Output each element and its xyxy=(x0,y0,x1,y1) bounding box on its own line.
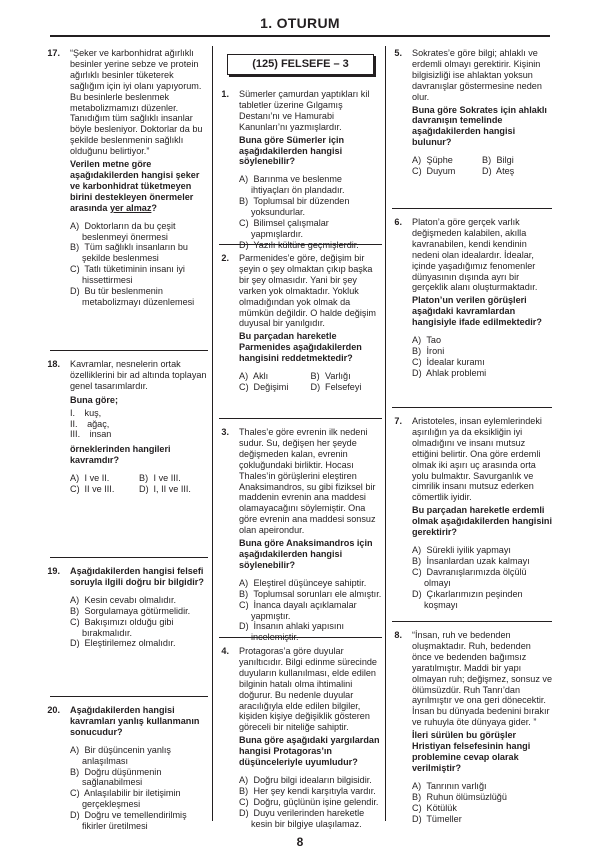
question-number: 6. xyxy=(394,217,402,227)
question-prompt: Verilen metne göre aşağıdakilerden hangisi şeker ve karbonhidrat tüketmeyen birini destekleyen önermeler arasında yer almaz? xyxy=(70,159,200,213)
question-stem: Kavramlar, nesnelerin ortak özelliklerini bir ad altında toplayan genel tasarımlardır. xyxy=(70,359,207,391)
question-stem: Thales’e göre evrenin ilk nedeni sudur. Su, değişen her şeyde değişmeden kalan, evrenin çokluğundaki birliktir. Hocası Thales’in görüşlerini eleştiren Anaksimandros, su gibi fiziksel bir maddenin evrenin ana maddesi olamayacağını söylemiştir. Ona göre evrenin ana maddesi sonsuz olan apeirondur. xyxy=(239,427,376,536)
answer-option[interactable]: A) Doktorların da bu çeşit beslenmeyi önermesi xyxy=(70,220,176,242)
answer-option[interactable]: B) Doğru düşünmenin sağlanabilmesi xyxy=(70,766,162,788)
question-separator xyxy=(392,621,552,622)
answer-option[interactable]: C) Davranışlarımızda ölçülü olmayı xyxy=(412,566,527,588)
column-left xyxy=(47,48,208,832)
answer-option[interactable]: B) Sorgulamaya götürmelidir. xyxy=(70,605,191,616)
answer-option[interactable]: A) Barınma ve beslenme ihtiyaçları ön plandadır. xyxy=(239,174,345,196)
answer-options xyxy=(239,174,382,250)
answer-option[interactable]: C) Doğru, güçlünün işine gelendir. xyxy=(239,796,379,807)
question-prompt: Buna göre Anaksimandros için aşağıdakilerden hangisi söylenebilir? xyxy=(239,538,373,570)
question-prompt: Buna göre aşağıdaki yargılardan hangisi Protagoras’ın düşünceleriyle uyumludur? xyxy=(239,735,380,768)
question-number: 20. xyxy=(47,705,60,715)
answer-option[interactable]: D) Yazılı kültüre geçmişlerdir. xyxy=(239,239,359,250)
answer-option[interactable]: B) Ruhun ölümsüzlüğü xyxy=(412,791,507,802)
answer-option[interactable]: C) Değişimi xyxy=(239,381,289,392)
answer-option[interactable]: C) Kötülük xyxy=(412,802,457,813)
question-5 xyxy=(392,48,552,208)
question-number: 3. xyxy=(221,427,229,437)
answer-option[interactable]: C) Tatlı tüketiminin insanı iyi hissettirmesi xyxy=(70,264,185,286)
question-number: 4. xyxy=(221,646,229,656)
statement-item: II. ağaç, xyxy=(70,418,110,429)
answer-options xyxy=(412,155,552,177)
answer-option[interactable]: C) Bilimsel çalışmalar yapmışlardır. xyxy=(239,217,329,239)
answer-option[interactable]: A) I ve II. xyxy=(70,473,110,484)
question-prompt: Aşağıdakilerden hangisi kavramları yanlış kullanmanın sonucudur? xyxy=(70,705,200,737)
answer-option[interactable]: A) Eleştirel düşünceye sahiptir. xyxy=(239,577,367,588)
answer-options xyxy=(70,745,208,832)
answer-option[interactable]: A) Doğru bilgi ideaların bilgisidir. xyxy=(239,774,372,785)
answer-options xyxy=(239,578,382,643)
answer-option[interactable]: D) Tümeller xyxy=(412,813,462,824)
question-separator xyxy=(50,557,208,558)
answer-option[interactable]: D) Ahlak problemi xyxy=(412,367,487,378)
answer-option[interactable]: D) Bu tür beslenmenin metabolizmayı düzenlemesi xyxy=(70,286,195,307)
header-divider xyxy=(50,35,550,37)
question-3 xyxy=(219,427,382,643)
question-prompt: Buna göre Sümerler için aşağıdakilerden hangisi söylenebilir? xyxy=(239,134,345,167)
answer-option[interactable]: D) Duyu verilerinden hareketle kesin bir bilgiye ulaşılamaz. xyxy=(239,807,365,829)
question-7 xyxy=(392,416,552,621)
question-stem: Protagoras’a göre duyular yanıltıcıdır. Bilgi edinme sürecinde duyuların kullanılması, elde edilen bilginin hatalı olma ihtimalini doğurur. Bu nedenle duyular aracılığıyla elde edilen bilgiler, kişiden kişiye değişiklik gösteren göreceli bir niteliğe sahiptir. xyxy=(239,646,377,733)
answer-option[interactable]: A) Şüphe xyxy=(412,155,453,166)
question-20 xyxy=(47,705,208,832)
question-prompt: Platon’un verilen görüşleri aşağıdaki kavramlardan hangisiyle ifade edilmektedir? xyxy=(412,295,542,328)
answer-option[interactable]: B) Bilgi xyxy=(482,155,514,166)
answer-option[interactable]: D) I, II ve III. xyxy=(139,484,191,495)
answer-options xyxy=(239,371,382,393)
column-divider xyxy=(212,46,213,821)
answer-option[interactable]: A) Bir düşüncenin yanlış anlaşılması xyxy=(70,744,171,766)
answer-option[interactable]: D) Çıkarlarımızın peşinden koşmayı xyxy=(412,588,523,610)
question-number: 7. xyxy=(394,416,402,426)
answer-option[interactable]: A) Aklı xyxy=(239,371,269,382)
answer-options xyxy=(70,595,208,650)
answer-option[interactable]: D) Felsefeyi xyxy=(310,381,362,392)
answer-option[interactable]: B) I ve III. xyxy=(139,473,181,484)
answer-option[interactable]: B) Toplumsal bir düzenden yoksundurlar. xyxy=(239,196,350,218)
answer-option[interactable]: C) İdealar kuramı xyxy=(412,356,485,367)
question-stem: “İnsan, ruh ve bedenden oluşmaktadır. Ruh, bedenden önce ve bedenden bağımsız yaratılmıştır. Maddi bir yapı olmayan ruh; değişmez, sonsuz ve ölümsüzdür. Ruh Tanrı’dan ayrılmıştır ve ona geri dönecektir. İnsan bu dünyada bedenini bırakır ve ruhuyla öte dünyaya gider. ” xyxy=(412,630,553,728)
question-6 xyxy=(392,217,552,407)
section-title-box: (125) FELSEFE – 3 xyxy=(227,54,374,75)
question-separator xyxy=(219,418,382,419)
question-separator xyxy=(50,350,208,351)
answer-options xyxy=(412,545,552,610)
answer-option[interactable]: A) Tanrının varlığı xyxy=(412,780,487,791)
answer-option[interactable]: D) İnsanın ahlaki yapısını incelemiştir. xyxy=(239,621,345,643)
answer-option[interactable]: B) İnsanlardan uzak kalmayı xyxy=(412,555,530,566)
question-1 xyxy=(219,89,382,250)
answer-option[interactable]: D) Eleştirilemez olmalıdır. xyxy=(70,638,176,649)
answer-options xyxy=(70,473,208,495)
page-header-title: 1. OTURUM xyxy=(260,15,340,31)
question-number: 5. xyxy=(394,48,402,58)
answer-option[interactable]: B) İroni xyxy=(412,345,445,356)
answer-option[interactable]: C) İnanca dayalı açıklamalar yapmıştır. xyxy=(239,599,357,621)
question-number: 1. xyxy=(221,89,229,99)
answer-option[interactable]: C) II ve III. xyxy=(70,484,115,495)
column-middle xyxy=(219,48,382,830)
question-18 xyxy=(47,359,208,557)
question-prompt: Bu parçadan hareketle Parmenides aşağıdakilerden hangisini reddetmektedir? xyxy=(239,331,362,364)
question-number: 19. xyxy=(47,566,60,576)
question-number: 8. xyxy=(394,630,402,640)
question-separator xyxy=(392,208,552,209)
answer-option[interactable]: C) Bakışımızı olduğu gibi bırakmalıdır. xyxy=(70,616,174,638)
answer-option[interactable]: D) Doğru ve temellendirilmiş fikirler üretilmesi xyxy=(70,810,187,832)
question-number: 17. xyxy=(47,48,60,58)
question-number: 2. xyxy=(221,253,229,263)
question-2 xyxy=(219,253,382,418)
question-stem: Sümerler çamurdan yaptıkları kil tabletler üzerine Gılgamış Destanı’nı ve Hamurabi Kanunları’nı yazmışlardır. xyxy=(239,89,370,132)
answer-options xyxy=(412,335,552,379)
answer-option[interactable]: A) Kesin cevabı olmalıdır. xyxy=(70,594,177,605)
answer-options xyxy=(412,781,552,825)
statement-item: I. kuş, xyxy=(70,407,102,418)
question-number: 18. xyxy=(47,359,60,369)
question-intro: Buna göre; xyxy=(70,394,118,405)
answer-options xyxy=(70,221,208,308)
answer-option[interactable]: C) Duyum xyxy=(412,166,456,177)
question-stem: “Şeker ve karbonhidrat ağırlıklı besinler yerine sebze ve protein ağırlıklı besinler tüketerek sağlığım için iyi olanı yapıyorum. Bu besinlerle beslenmek metabolizmamızı düzenler. Tanıdığım tüm sağlıklı insanlar böyle besleniyor. Doktorlar da bu şekilde beslenmenin sağlıklı olduğunu belirtiyor.” xyxy=(70,48,203,157)
answer-options xyxy=(239,775,382,830)
statement-item: III. insan xyxy=(70,429,112,440)
answer-option[interactable]: D) Ateş xyxy=(482,166,515,177)
answer-option[interactable]: B) Tüm sağlıklı insanların bu şekilde beslenmesi xyxy=(70,242,188,264)
question-8 xyxy=(392,630,552,824)
question-prompt: örneklerinden hangileri kavramdır? xyxy=(70,444,171,466)
question-separator xyxy=(50,696,208,697)
answer-option[interactable]: C) Anlaşılabilir bir iletişimin gerçekleşmesi xyxy=(70,788,181,810)
question-stem: Sokrates’e göre bilgi; ahlaklı ve erdemli olmayı gerektirir. Kişinin bilgisizliği ise ahlaktan yoksun davranışlar göstermesine neden olur. xyxy=(412,48,542,102)
answer-option[interactable]: A) Sürekli iyilik yapmayı xyxy=(412,544,511,555)
answer-option[interactable]: B) Varlığı xyxy=(310,371,351,382)
question-prompt: Buna göre Sokrates için ahlaklı davranışın temelinde aşağıdakilerden hangisi bulunur? xyxy=(412,104,547,148)
question-4 xyxy=(219,646,382,830)
question-stem: Platon’a göre gerçek varlık değişmeden kalabilen, akılla kavranabilen, kendi kendinin nedeni olan idealardır. İdealar, içinde yaşadığımız fenomenler dünyasının dışında ayrı bir gerçeklik alanı oluşturmaktadır. xyxy=(412,217,538,293)
answer-option[interactable]: B) Her şey kendi karşıtıyla vardır. xyxy=(239,785,376,796)
question-prompt: İleri sürülen bu görüşler Hristiyan felsefesinin hangi problemine cevap olarak verilmiştir? xyxy=(412,730,531,773)
answer-option[interactable]: B) Toplumsal sorunları ele almıştır. xyxy=(239,588,382,599)
question-stem: Aristoteles, insan eylemlerindeki aşırılığın ya da eksikliğin iyi olmadığını ve insanı mutsuz ettiğini belirtir. Ona göre erdemli olmak iki aşırı uç arasında orta yolu bulmaktır. Savurganlık ve cimrilik insanı mutsuz ederken cömertlik iyidir. xyxy=(412,416,542,503)
question-prompt: Bu parçadan hareketle erdemli olmak aşağıdakilerden hangisini gerektirir? xyxy=(412,505,552,538)
question-separator xyxy=(392,407,552,408)
column-divider xyxy=(385,46,386,821)
statement-list xyxy=(70,408,208,441)
question-stem: Parmenides’e göre, değişim bir şeyin o şey olmaktan çıkıp başka bir şey olmasıdır. Yani bir şey varken yok olmaktadır. Yokluk olmadığından yok olmak da mümkün değildir. O halde değişim duyusal bir yanılgıdır. xyxy=(239,253,376,329)
question-prompt: Aşağıdakilerden hangisi felsefi soruyla ilgili doğru bir bilgidir? xyxy=(70,566,204,587)
question-19 xyxy=(47,566,208,696)
answer-option[interactable]: A) Tao xyxy=(412,335,442,346)
page-number: 8 xyxy=(296,835,304,849)
question-17 xyxy=(47,48,208,350)
column-right xyxy=(392,48,552,824)
